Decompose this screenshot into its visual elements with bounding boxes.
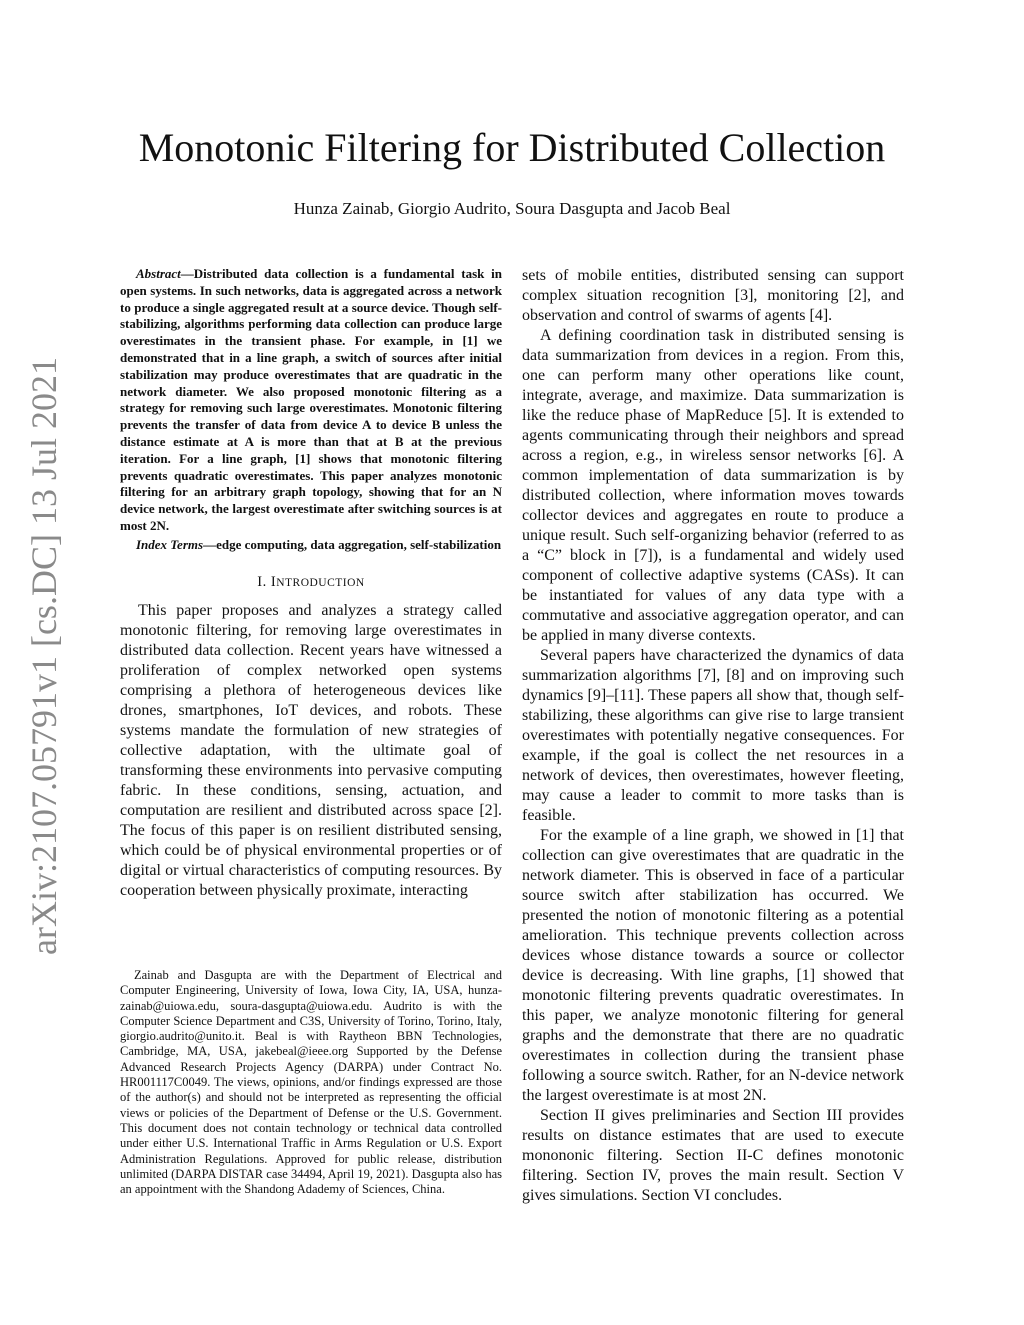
body-paragraph: Several papers have characterized the dynamics of data summarization algorithms [7], [8] and on improving such dynamics [9]–[11]. These papers all show that, though self-stabilizing, these algorithms can give rise to large transient overestimates with potentially negative consequences. For example, if the goal is collect the net resources in a network of devices, then overestimates, however fleeting, may cause a leader to commit to more tasks than is feasible. — [522, 647, 904, 824]
body-paragraph: For the example of a line graph, we showed in [1] that collection can give overestimates that are quadratic in the network diameter. This is observed in face of a particular source switch after stabilization has occurred. We presented the notion of monotonic filtering as a potential amelioration. This technique prevents collection across devices whose distance towards a source or collector device is decreasing. With line graphs, [1] showed that monotonic filtering prevents quadratic overestimates. In this paper, we analyze monotonic filtering for general graphs and the demonstrate that there are no quadratic overestimates in collection during the transient phase following a source switch. Rather, for an N-device network the largest overestimate is at most 2N. — [522, 827, 904, 1104]
paper-title: Monotonic Filtering for Distributed Collection — [138, 125, 886, 170]
body-paragraph: sets of mobile entities, distributed sensing can support complex situation recognition [3], monitoring [2], and observation and control of swarms of agents [4]. — [522, 267, 904, 324]
index-terms-label: Index Terms — [136, 536, 204, 552]
footnote — [120, 968, 502, 1197]
section-title-initial: I — [270, 573, 277, 590]
abstract: Abstract—Distributed data collection is a fundamental task in open systems. In such networks, data is aggregated across a network to produce a single aggregated result at a source device. Though self-stabilizing, algorithms performing data collection can produce large overestimates in the transient phase. For example, in [1] we demonstrated that in a line graph, a switch of sources after initial stabilization may produce overestimates that are quadratic in the network diameter. We also proposed monotonic filtering as a strategy for removing such large overestimates. Monotonic filtering prevents the transfer of data from device A to device B unless the distance estimate at A is more than that at B at the previous iteration. For a line graph, [1] shows that monotonic filtering prevents quadratic overestimates. This paper analyzes monotonic filtering for an arbitrary graph topology, showing that for an N device network, the largest overestimate after switching sources is at most 2N. — [120, 266, 502, 533]
index-terms: Index Terms—edge computing, data aggregation, self-stabilization — [136, 536, 502, 552]
section-numeral: I. — [257, 573, 267, 590]
left-column — [120, 266, 502, 901]
abstract-text: Distributed data collection is a fundamental task in open systems. In such networks, data is aggregated across a network to produce a single aggregated result at a source device. Though self-stabilizing, algorithms performing data collection can produce large overestimates in the transient phase. For example, in [1] we demonstrated that in a line graph, a switch of sources after initial stabilization may produce overestimates that are quadratic in the network diameter. We also proposed monotonic filtering as a strategy for removing such large overestimates. Monotonic filtering prevents the transfer of data from device A to device B unless the distance estimate at A is more than that at B at the previous iteration. For a line graph, [1] shows that monotonic filtering prevents quadratic overestimates. This paper analyzes monotonic filtering for an arbitrary graph topology, showing that for an N device network, the largest overestimate after switching sources is at most 2N. — [120, 266, 502, 533]
body-paragraph: Section II gives preliminaries and Section III provides results on distance estimates that are used to execute monononic filtering. Section II-C defines monotonic filtering. Section IV, proves the main result. Section V gives simulations. Section VI concludes. — [522, 1107, 904, 1204]
intro-paragraph: This paper proposes and analyzes a strategy called monotonic filtering, for removing large overestimates in distributed data collection. Recent years have witnessed a proliferation of complex networked open systems comprising a plethora of heterogeneous devices like drones, smartphones, IoT devices, and robots. These systems mandate the formulation of new strategies of collective adaptation, with the ultimate goal of transforming these environments into pervasive computing fabric. In these conditions, sensing, actuation, and computation are resilient and distributed across space [2]. The focus of this paper is on resilient distributed sensing, which could be of physical environmental properties or of digital or virtual characteristics of computing resources. By cooperation between physically proximate, interacting — [120, 601, 502, 899]
arxiv-stamp: arXiv:2107.05791v1 [cs.DC] 13 Jul 2021 — [24, 357, 64, 955]
section-heading-introduction — [120, 574, 502, 591]
body-paragraph: A defining coordination task in distributed sensing is data summarization from devices in a region. From this, one can perform many other operations like count, integrate, average, and maximize. Data summarization is like the reduce phase of MapReduce [5]. It is extended to agents communicating through their neighbors and spread across a region, e.g., in wireless sensor networks [6]. A common implementation of data summarization is by distributed collection, where information moves towards collector devices and aggregates en route to produce a unique result. Such self-organizing behavior (referred to as a “C” block in [7]), is a fundamental and widely used component of collective adaptive systems (CASs). It can be instantiated for values of any data type with a commutative and associative aggregation operator, and can be applied in many diverse contexts. — [522, 327, 904, 644]
abstract-label: Abstract — [136, 266, 181, 281]
footnote-text: Zainab and Dasgupta are with the Department of Electrical and Computer Engineering, University of Iowa, Iowa City, IA, USA, hunza-zainab@uiowa.edu, soura-dasgupta@uiowa.edu. Audrito is with the Computer Science Department and C3S, University of Torino, Torino, Italy, giorgio.audrito@unito.it. Beal is with Raytheon BBN Technologies, Cambridge, MA, USA, jakebeal@ieee.org Supported by the Defense Advanced Research Projects Agency (DARPA) under Contract No. HR001117C0049. The views, opinions, and/or findings expressed are those of the author(s) and should not be interpreted as representing the official views or policies of the Department of Defense or the U.S. Government. This document does not contain technology or technical data controlled under either U.S. International Traffic in Arms Regulation or U.S. Export Administration Regulations. Approved for public release, distribution unlimited (DARPA DISTAR case 34494, April 19, 2021). Dasgupta also has an appointment with the Shandong Adademy of Sciences, China. — [120, 968, 502, 1197]
right-column — [522, 266, 904, 1206]
section-title-rest: NTRODUCTION — [276, 576, 365, 589]
index-terms-text: edge computing, data aggregation, self-stabilization — [216, 536, 502, 552]
author-list: Hunza Zainab, Giorgio Audrito, Soura Dasgupta and Jacob Beal — [293, 199, 731, 218]
